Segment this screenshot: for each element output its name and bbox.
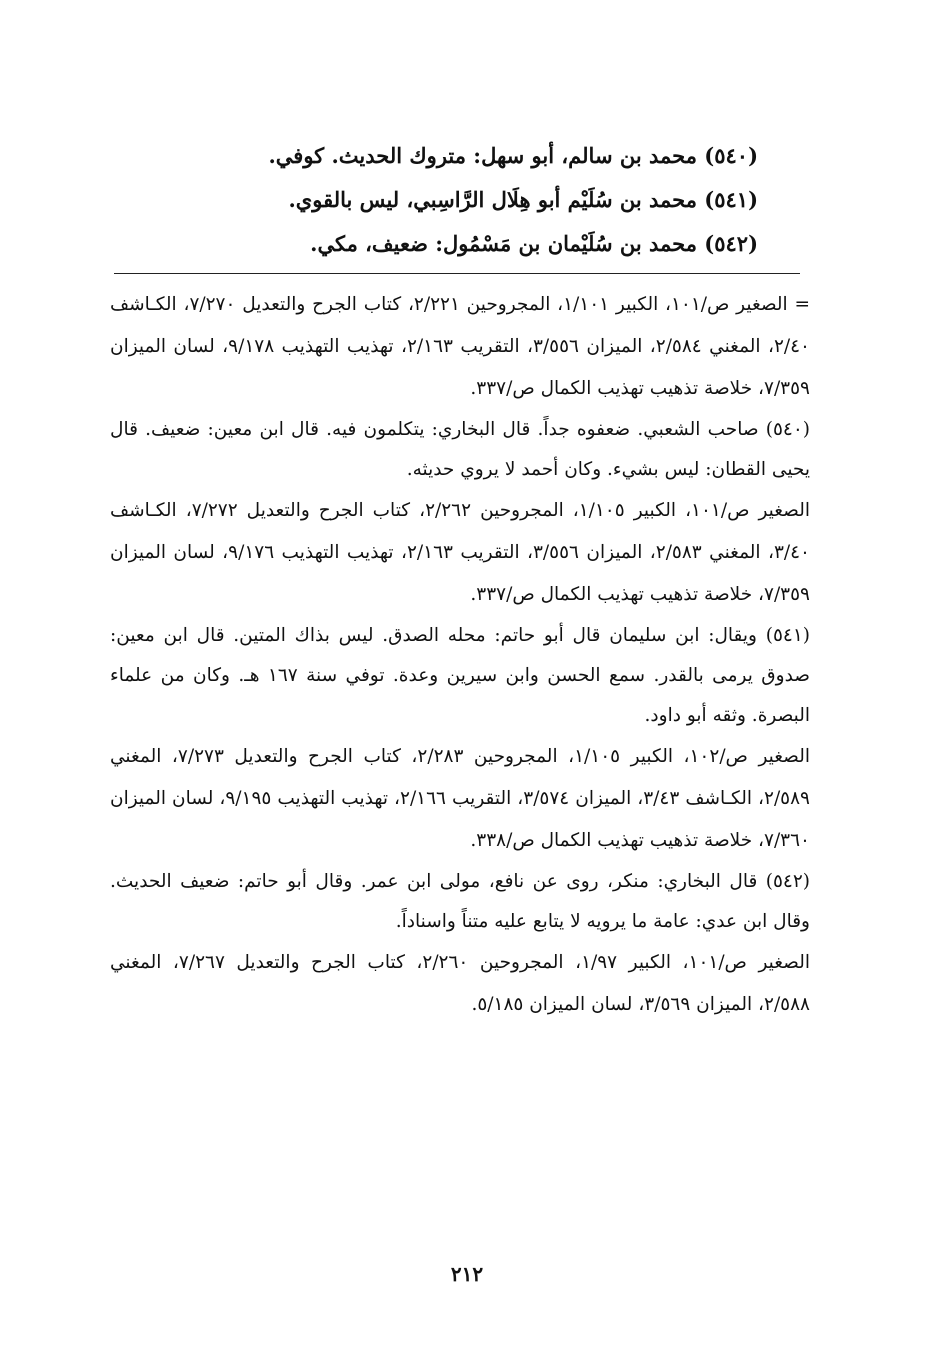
entry-540: (٥٤٠) محمد بن سالم، أبو سهل: متروك الحديث. كوفي.	[268, 143, 758, 168]
footnote-divider	[114, 273, 800, 274]
reference-paragraph: الصغير ص/١٠١، الكبير ١/٩٧، المجروحين ٢/٢٦٠، كتاب الجرح والتعديل ٧/٢٦٧، المغني ٢/٥٨٨، الميزان ٣/٥٦٩، لسان الميزان ٥/١٨٥.	[110, 952, 810, 1015]
reference-paragraph: الصغير ص/١٠١، الكبير ١/١٠٥، المجروحين ٢/٢٦٢، كتاب الجرح والتعديل ٧/٢٧٢، الكـاشف ٣/٤٠، المغني ٢/٥٨٣، الميزان ٣/٥٥٦، التقريب ٢/١٦٣، تهذيب التهذيب ٩/١٧٦، لسان الميزان ٧/٣٥٩، خلاصة تذهيب تهذيب الكمال ص/٣٣٧.	[110, 500, 810, 605]
entry-542: (٥٤٢) محمد بن سُلَيْمان بن مَسْمُول: ضعيف، مكي.	[310, 231, 758, 256]
footnotes	[110, 284, 810, 1026]
note-540: (٥٤٠) صاحب الشعبي. ضعفوه جداً. قال البخاري: يتكلمون فيه. قال ابن معين: ضعيف. قال يحيى القطان: ليس بشيء. وكان أحمد لا يروي حديثه.	[110, 419, 810, 480]
reference-paragraph: = الصغير ص/١٠١، الكبير ١/١٠١، المجروحين ٢/٢٢١، كتاب الجرح والتعديل ٧/٢٧٠، الكـاشف ٢/٤٠، المغني ٢/٥٨٤، الميزان ٣/٥٥٦، التقريب ٢/١٦٣، تهذيب التهذيب ٩/١٧٨، لسان الميزان ٧/٣٥٩، خلاصة تذهيب تهذيب الكمال ص/٣٣٧.	[110, 294, 810, 399]
page-number: ٢١٢	[450, 1262, 484, 1286]
entries-list	[158, 134, 758, 266]
reference-paragraph: الصغير ص/١٠٢، الكبير ١/١٠٥، المجروحين ٢/٢٨٣، كتاب الجرح والتعديل ٧/٢٧٣، المغني ٢/٥٨٩، الكـاشف ٣/٤٣، الميزان ٣/٥٧٤، التقريب ٢/١٦٦، تهذيب التهذيب ٩/١٩٥، لسان الميزان ٧/٣٦٠، خلاصة تذهيب تهذيب الكمال ص/٣٣٨.	[110, 746, 810, 851]
note-541: (٥٤١) ويقال: ابن سليمان قال أبو حاتم: محله الصدق. ليس بذاك المتين. قال ابن معين: صدوق يرمى بالقدر. سمع الحسن وابن سيرين وعدة. توفي سنة ١٦٧ هـ. وكان من علماء البصرة. وثقه أبو داود.	[110, 625, 810, 726]
entry-541: (٥٤١) محمد بن سُلَيْم أبو هِلَال الرَّاسِبي، ليس بالقوي.	[288, 187, 758, 212]
note-542: (٥٤٢) قال البخاري: منكر، روى عن نافع، مولى ابن عمر. وقال أبو حاتم: ضعيف الحديث. وقال ابن عدي: عامة ما يرويه لا يتابع عليه متناً واسناداً.	[110, 871, 810, 932]
